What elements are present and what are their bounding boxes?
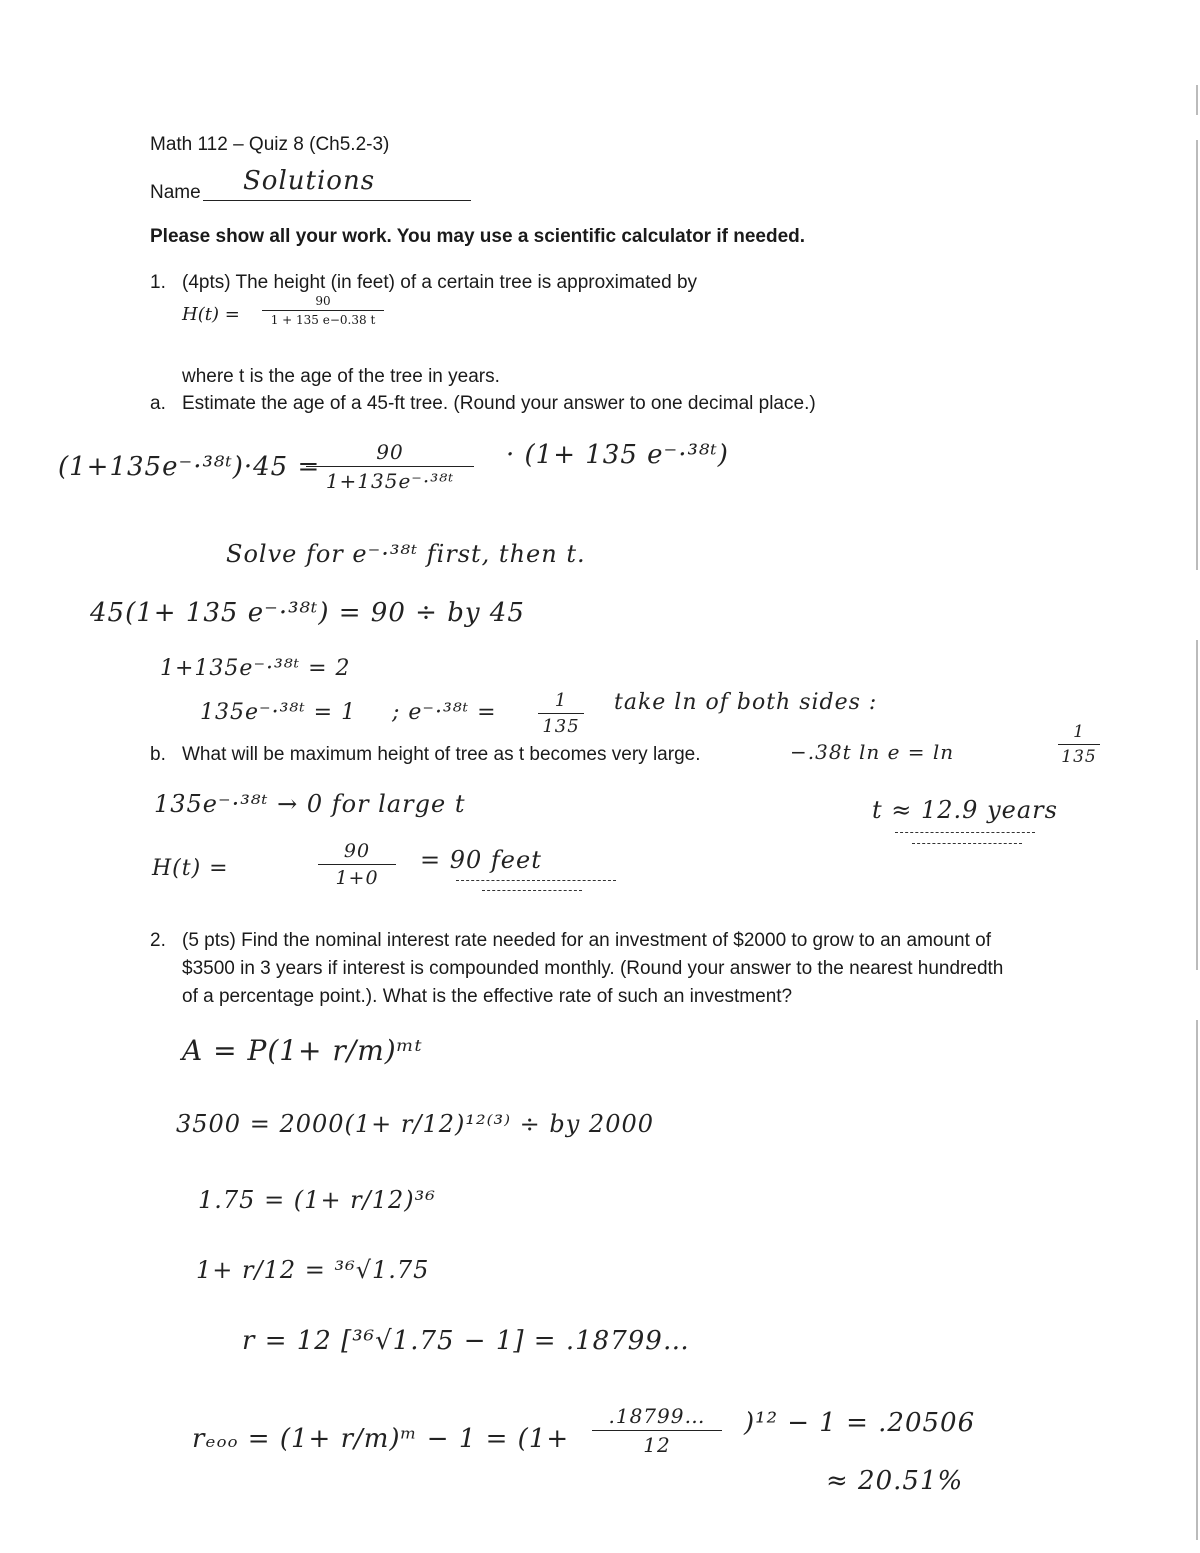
work-a-line5-fraction <box>538 690 584 737</box>
work-a-line2: Solve for e⁻·³⁸ᵗ first, then t. <box>226 540 586 568</box>
part-a-label: a. <box>150 393 166 414</box>
work2-line6-right: )¹² − 1 = .20506 <box>744 1408 976 1438</box>
name-underline <box>203 200 471 201</box>
fraction-bar <box>306 466 474 467</box>
work-b-line2-den: 1+0 <box>335 867 379 889</box>
scan-edge-mark <box>1196 1020 1198 1540</box>
problem1-formula-fraction <box>262 294 384 327</box>
formula-numerator: 90 <box>315 294 331 308</box>
problem2-prompt-line1: (5 pts) Find the nominal interest rate needed for an investment of $2000 to grow to an amount of <box>182 930 992 951</box>
work-a-line5a: 135e⁻·³⁸ᵗ = 1 <box>200 700 357 725</box>
work2-line6-fraction <box>592 1404 722 1457</box>
work-a-line5b: ; e⁻·³⁸ᵗ = <box>392 700 497 725</box>
problem2-prompt-line3: of a percentage point.). What is the effective rate of such an investment? <box>182 986 793 1007</box>
work-a-line3: 45(1+ 135 e⁻·³⁸ᵗ) = 90 ÷ by 45 <box>90 598 525 628</box>
problem1-formula-lhs: H(t) = <box>182 304 240 325</box>
work2-answer: ≈ 20.51% <box>826 1466 964 1496</box>
work-b-line2-fraction <box>318 840 396 889</box>
problem2-number: 2. <box>150 930 166 951</box>
work2-line6-den: 12 <box>643 1433 671 1457</box>
course-title: Math 112 – Quiz 8 (Ch5.2-3) <box>150 134 390 155</box>
work2-line5: r = 12 [³⁶√1.75 − 1] = .18799… <box>242 1326 690 1356</box>
fraction-bar <box>318 864 396 865</box>
work2-line2: 3500 = 2000(1+ r/12)¹²⁽³⁾ ÷ by 2000 <box>176 1110 655 1138</box>
work-a-line6-fraction <box>1058 722 1100 767</box>
instructions: Please show all your work. You may use a scientific calculator if needed. <box>150 226 806 247</box>
work2-line4: 1+ r/12 = ³⁶√1.75 <box>196 1256 430 1284</box>
work-a-line6-num: 1 <box>1073 722 1085 742</box>
fraction-bar <box>262 310 384 311</box>
work-a-line1-left: (1+135e⁻·³⁸ᵗ)·45 = <box>58 452 321 482</box>
work-a-line1-num: 90 <box>376 440 404 464</box>
part-b-label: b. <box>150 744 166 765</box>
fraction-bar <box>592 1430 722 1431</box>
work-a-line1-fraction <box>306 440 474 493</box>
work-a-answer: t ≈ 12.9 years <box>872 796 1058 824</box>
problem1-where: where t is the age of the tree in years. <box>182 366 500 387</box>
work-a-line5-den: 135 <box>542 716 580 737</box>
work2-line3: 1.75 = (1+ r/12)³⁶ <box>198 1186 436 1214</box>
problem1-prompt: (4pts) The height (in feet) of a certain tree is approximated by <box>182 272 698 293</box>
scan-edge-mark <box>1196 85 1198 115</box>
work-a-line4: 1+135e⁻·³⁸ᵗ = 2 <box>160 656 351 681</box>
work-a-line5c: take ln of both sides : <box>614 690 878 715</box>
problem2-prompt-line2: $3500 in 3 years if interest is compounded monthly. (Round your answer to the nearest hundredth <box>182 958 1004 979</box>
fraction-bar <box>1058 744 1100 745</box>
work-b-line1: 135e⁻·³⁸ᵗ → 0 for large t <box>154 790 466 818</box>
part-b-prompt: What will be maximum height of tree as t becomes very large. <box>182 744 701 765</box>
work2-line6-left: rₑₒₒ = (1+ r/m)ᵐ − 1 = (1+ <box>192 1424 570 1454</box>
name-label: Name <box>150 182 201 203</box>
work-b-line2-num: 90 <box>343 840 371 862</box>
scan-edge-mark <box>1196 140 1198 570</box>
name-value: Solutions <box>243 166 376 196</box>
formula-denominator: 1 + 135 e−0.38 t <box>270 313 376 327</box>
answer-underline <box>456 880 616 881</box>
part-a-prompt: Estimate the age of a 45-ft tree. (Round your answer to one decimal place.) <box>182 393 816 414</box>
work2-line1: A = P(1+ r/m)ᵐᵗ <box>182 1034 423 1067</box>
work-b-line2-left: H(t) = <box>152 856 229 881</box>
fraction-bar <box>538 713 584 714</box>
work-a-line6-den: 135 <box>1061 747 1097 767</box>
work-a-line1-den: 1+135e⁻·³⁸ᵗ <box>325 469 455 493</box>
scan-edge-mark <box>1196 640 1198 970</box>
answer-underline <box>912 843 1022 844</box>
work2-line6-num: .18799… <box>608 1404 706 1428</box>
work-a-line6-left: −.38t ln e = ln <box>790 740 955 764</box>
work-a-line1-right: · (1+ 135 e⁻·³⁸ᵗ) <box>506 440 729 470</box>
answer-underline <box>895 832 1035 833</box>
answer-underline <box>482 890 582 891</box>
problem1-number: 1. <box>150 272 166 293</box>
work-b-line2-right: = 90 feet <box>420 846 542 874</box>
work-a-line5-num: 1 <box>554 690 568 711</box>
